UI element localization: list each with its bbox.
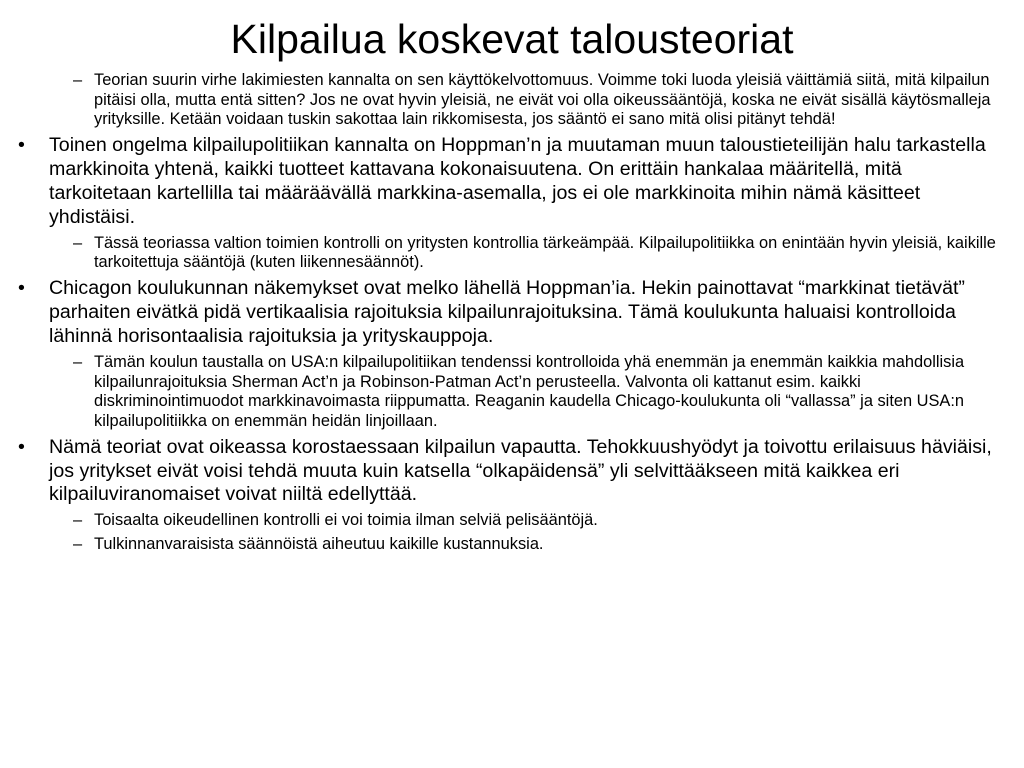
dash-marker: – xyxy=(73,511,83,530)
dash-marker: – xyxy=(73,71,83,89)
sub-bullet-text: Tässä teoriassa valtion toimien kontrolli on yritysten kontrollia tärkeämpää. Kilpailupolitiikka on enintään hyvin yleisiä, kaikille tarkoitettuja sääntöjä (kuten liikennesäännöt). xyxy=(94,233,996,272)
sub-bullet-item xyxy=(0,71,1024,130)
bullet-item xyxy=(0,436,1024,508)
bullet-marker: • xyxy=(18,134,25,157)
bullet-marker: • xyxy=(18,435,25,458)
bullet-text: Nämä teoriat ovat oikeassa korostaessaan kilpailun vapautta. Tehokkuushyödyt ja toivottu erilaisuus häviäisi, jos yritykset eivät voisi tehdä muuta kuin katsella “olkapäidensä” yli selvittääkseen mitä kaikkea eri kilpailuviranomaiset voivat niiltä edellyttää. xyxy=(49,435,992,506)
dash-marker: – xyxy=(73,352,83,371)
bullet-item xyxy=(0,134,1024,230)
slide-content xyxy=(0,71,1024,555)
dash-marker: – xyxy=(73,233,83,252)
bullet-text: Toinen ongelma kilpailupolitiikan kannalta on Hoppman’n ja muutaman muun taloustieteilijän halu tarkastella markkinoita yhtenä, kaikki tuotteet kattavana kokonaisuutena. On erittäin hankalaa määritellä, mitä tarkoitetaan kartellilla tai määräävällä markkina-asemalla, jos ei ole markkinoita mihin nämä käsitteet yhdistäisi. xyxy=(49,134,986,228)
sub-bullet-item xyxy=(0,535,1024,555)
sub-bullet-text: Tulkinnanvaraisista säännöistä aiheutuu kaikille kustannuksia. xyxy=(94,535,544,554)
sub-bullet-item xyxy=(0,353,1024,432)
sub-bullet-text: Toisaalta oikeudellinen kontrolli ei voi toimia ilman selviä pelisääntöjä. xyxy=(94,511,598,530)
bullet-item xyxy=(0,277,1024,349)
bullet-text: Chicagon koulukunnan näkemykset ovat melko lähellä Hoppman’ia. Hekin painottavat “markkinat tietävät” parhaiten eivätkä pidä vertikaalisia rajoituksia kilpailunrajoituksina. Tämä koulukunta haluaisi kontrolloida lähinnä horisontaalisia rajoituksia ja yrityskauppoja. xyxy=(49,277,965,347)
sub-bullet-text: Tämän koulun taustalla on USA:n kilpailupolitiikan tendenssi kontrolloida yhä enemmän ja enemmän kaikkia mahdollisia kilpailunrajoituksia Sherman Act’n ja Robinson-Patman Act’n perusteella. Valvonta oli kattanut esim. kaikki diskriminointimuodot markkinavoimasta riippumatta. Reaganin kaudella Chicago-koulukunta oli “vallassa” ja siten USA:n kilpailupolitiikka on enemmän heidän linjoillaan. xyxy=(94,352,965,430)
slide-title: Kilpailua koskevat talousteoriat xyxy=(230,16,794,62)
sub-bullet-item xyxy=(0,234,1024,273)
sub-bullet-item xyxy=(0,511,1024,531)
sub-bullet-text: Teorian suurin virhe lakimiesten kannalta on sen käyttökelvottomuus. Voimme toki luoda yleisiä väittämiä siitä, mitä kilpailun pitäisi olla, mutta entä sitten? Jos ne ovat hyvin yleisiä, ne eivät voi olla oikeussääntöjä, koska ne eivät sisällä käytösmalleja yrityksille. Ketään voidaan tuskin sakottaa lain rikkomisesta, jos sääntö ei sano mitä olisi pitänyt tehdä! xyxy=(94,71,991,129)
dash-marker: – xyxy=(73,535,83,554)
bullet-marker: • xyxy=(18,277,25,300)
